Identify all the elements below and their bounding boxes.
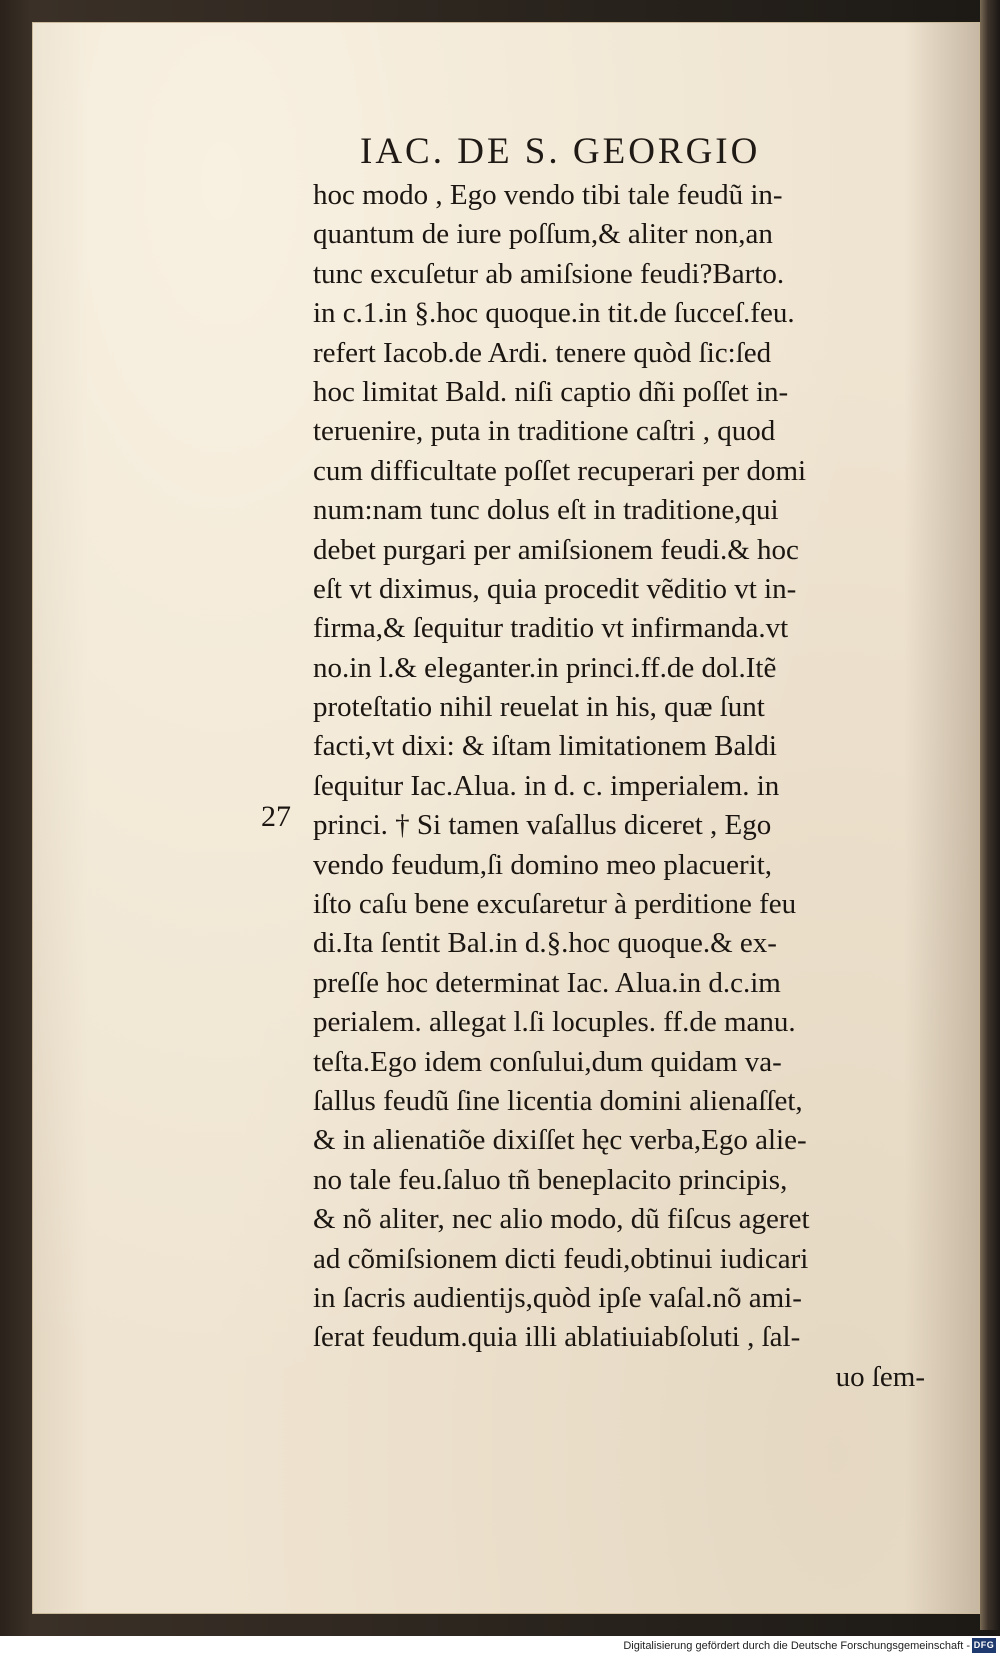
text-line: teruenire, puta in traditione caſtri , quod xyxy=(313,415,776,448)
text-line: refert Iacob.de Ardi. tenere quòd ſic:ſed xyxy=(313,336,772,369)
text-line: num:nam tunc dolus eſt in traditione,qui xyxy=(313,494,779,527)
body-text xyxy=(313,176,933,1397)
book-spine-edge xyxy=(980,0,1000,1630)
text-line: ſerat feudum.quia illi ablatiuiabſoluti , ſal- xyxy=(313,1321,801,1354)
text-line: perialem. allegat l.ſi locuples. ff.de manu. xyxy=(313,1006,796,1039)
dfg-logo: DFG xyxy=(972,1638,996,1653)
text-line: quantum de iure poſſum,& aliter non,an xyxy=(313,218,773,251)
text-line: iſto caſu bene excuſaretur à perditione feu xyxy=(313,888,797,921)
text-line: teſta.Ego idem conſului,dum quidam va- xyxy=(313,1045,782,1078)
text-line: no tale feu.ſaluo tñ beneplacito principis, xyxy=(313,1163,788,1196)
text-line: hoc modo , Ego vendo tibi tale feudũ in- xyxy=(313,179,783,211)
text-line: ſallus feudũ ſine licentia domini alienaſſet, xyxy=(313,1084,803,1117)
text-line: tunc excuſetur ab amiſsione feudi?Barto. xyxy=(313,257,785,290)
text-line: ad cõmiſsionem dicti feudi,obtinui iudicari xyxy=(313,1242,809,1275)
text-line: in c.1.in §.hoc quoque.in tit.de ſucceſ.feu. xyxy=(313,297,795,330)
text-line: debet purgari per amiſsionem feudi.& hoc xyxy=(313,533,799,566)
text-line: in ſacris audientijs,quòd ipſe vaſal.nõ ami- xyxy=(313,1281,802,1314)
margin-note-number: 27 xyxy=(261,800,291,833)
text-line: facti,vt dixi: & iſtam limitationem Baldi xyxy=(313,730,777,763)
text-line: ſequitur Iac.Alua. in d. c. imperialem. in xyxy=(313,769,780,802)
funding-credit: Digitalisierung gefördert durch die Deutsche Forschungsgemeinschaft - xyxy=(623,1640,970,1652)
text-line: firma,& ſequitur traditio vt infirmanda.vt xyxy=(313,612,789,645)
text-line: cum difficultate poſſet recuperari per domi xyxy=(313,454,807,487)
text-line: eſt vt diximus, quia procedit vẽditio vt in- xyxy=(313,572,797,605)
text-line: & nõ aliter, nec alio modo, dũ fiſcus ageret xyxy=(313,1203,810,1236)
text-line: princi. † Si tamen vaſallus diceret , Ego xyxy=(313,809,772,842)
text-line: & in alienatiõe dixiſſet hęc verba,Ego alie- xyxy=(313,1124,807,1157)
running-header: IAC. DE S. GEORGIO xyxy=(360,131,761,172)
text-line: di.Ita ſentit Bal.in d.§.hoc quoque.& ex- xyxy=(313,927,777,960)
text-line: vendo feudum,ſi domino meo placuerit, xyxy=(313,848,773,881)
text-line: preſſe hoc determinat Iac. Alua.in d.c.im xyxy=(313,966,781,999)
text-line: hoc limitat Bald. niſi captio dñi poſſet in- xyxy=(313,375,789,408)
text-line: proteſtatio nihil reuelat in his, quæ ſunt xyxy=(313,691,765,724)
text-line: no.in l.& eleganter.in princi.ff.de dol.Itẽ xyxy=(313,651,777,684)
catchword: uo ſem- xyxy=(835,1360,925,1393)
